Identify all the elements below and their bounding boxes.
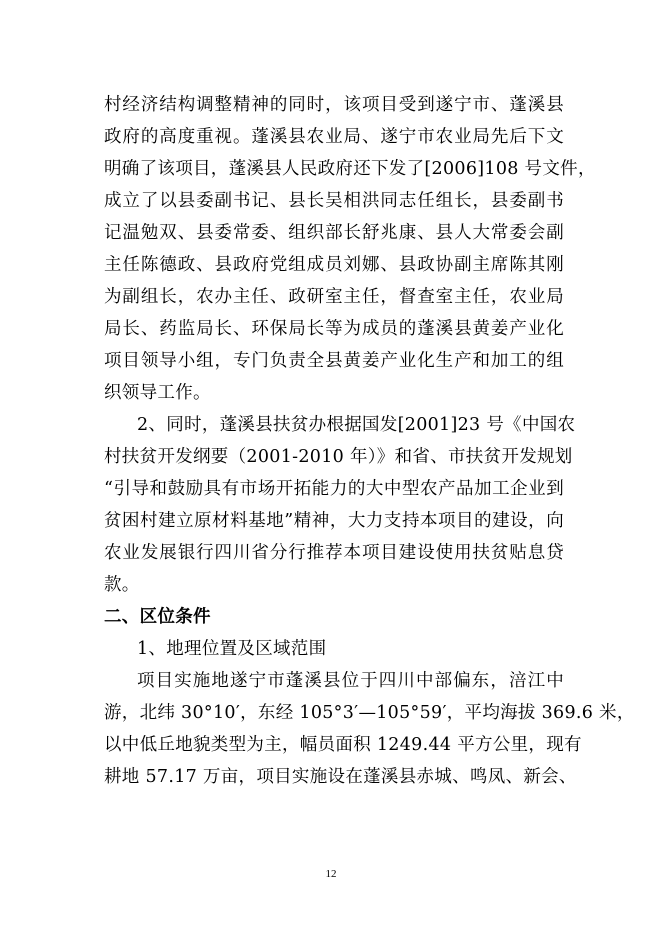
section-heading: 二、区位条件	[104, 607, 211, 627]
text-line: “引导和鼓励具有市场开拓能力的大中型农产品加工企业到	[104, 479, 564, 499]
text-line: 项目领导小组，专门负责全县黄姜产业化生产和加工的组	[104, 351, 564, 371]
text-line: 为副组长，农办主任、政研室主任，督查室主任，农业局	[104, 287, 564, 307]
text-line: 局长、药监局长、环保局长等为成员的蓬溪县黄姜产业化	[104, 319, 564, 339]
text-line: 款。	[104, 575, 140, 595]
page-number: 12	[325, 868, 337, 880]
text-line: 织领导工作。	[104, 383, 211, 403]
text-line: 村扶贫开发纲要（2001-2010 年）》和省、市扶贫开发规划	[104, 447, 573, 467]
text-line: 耕地 57.17 万亩，项目实施设在蓬溪县赤城、鸣凤、新会、	[104, 767, 577, 787]
text-line: 项目实施地遂宁市蓬溪县位于四川中部偏东，涪江中	[137, 671, 564, 691]
text-line: 成立了以县委副书记、县长吴相洪同志任组长，县委副书	[104, 191, 564, 211]
text-line: 以中低丘地貌类型为主，幅员面积 1249.44 平方公里，现有	[104, 735, 582, 755]
text-line: 明确了该项目，蓬溪县人民政府还下发了[2006]108 号文件，	[104, 159, 596, 179]
text-line: 贫困村建立原材料基地”精神，大力支持本项目的建设，向	[104, 511, 564, 531]
text-line: 2、同时，蓬溪县扶贫办根据国发[2001]23 号《中国农	[137, 415, 576, 435]
subsection-heading: 1、地理位置及区域范围	[137, 639, 327, 659]
text-line: 农业发展银行四川省分行推荐本项目建设使用扶贫贴息贷	[104, 543, 564, 563]
text-line: 主任陈德政、县政府党组成员刘娜、县政协副主席陈其刚	[104, 255, 564, 275]
text-line: 政府的高度重视。蓬溪县农业局、遂宁市农业局先后下文	[104, 127, 564, 147]
text-line: 村经济结构调整精神的同时，该项目受到遂宁市、蓬溪县	[104, 95, 564, 115]
text-line: 记温勉双、县委常委、组织部长舒兆康、县人大常委会副	[104, 223, 564, 243]
text-line: 游，北纬 30°10′，东经 105°3′—105°59′，平均海拔 369.6 米，	[104, 703, 635, 723]
